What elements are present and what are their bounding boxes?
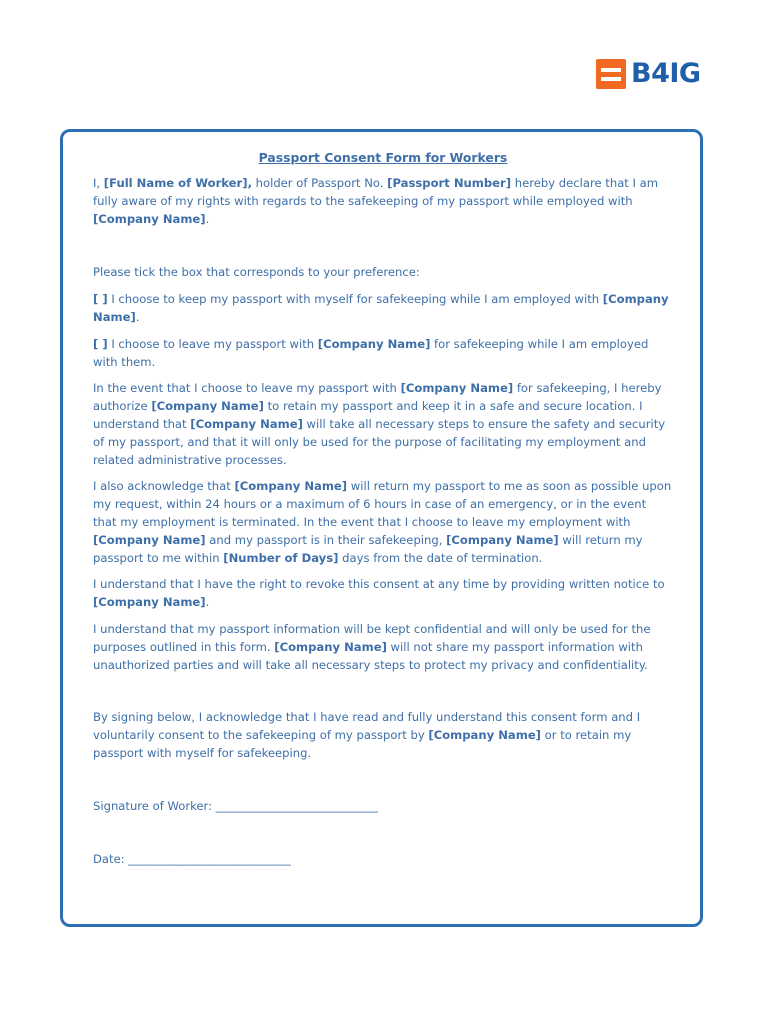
placeholder-company-name: [Company Name] [93,595,206,610]
logo-text: B4IG [631,58,701,89]
placeholder-company-name: [Company Name] [428,728,541,743]
date-field[interactable]: Date: ____________________________ [93,851,291,866]
placeholder-passport-number: [Passport Number] [387,176,512,190]
return-paragraph: I also acknowledge that [Company Name] will return my passport to me as soon as possible upon my request, within 24 hours or a maximum of 6 hours in case of an emergency, or in the event that my employment is terminated. In the event that I choose to leave my employment with [Company Name] and my passport is in their safekeeping, [Company Name] will return my passport to me within [Number of Days] days from the date of termination. [93,479,672,565]
confidentiality-paragraph: I understand that my passport information will be kept confidential and will only be used for the purposes outlined in this form. [Company Name] will not share my passport information with unauthorized parties and will take all necessary steps to protect my privacy and confidentiality. [93,621,651,672]
checkbox-leave-passport: [ ] [93,336,108,351]
tick-instruction: Please tick the box that corresponds to your preference: [93,265,420,280]
placeholder-company-name: [Company Name] [93,532,206,547]
placeholder-company-name: [Company Name] [93,211,206,226]
placeholder-company-name: [Company Name] [234,479,348,494]
form-title: Passport Consent Form for Workers [258,150,508,165]
placeholder-number-of-days: [Number of Days] [223,550,339,565]
placeholder-company-name: [Company Name] [317,336,431,351]
placeholder-company-name: [Company Name] [446,532,559,547]
option-keep-passport: [ ] I choose to keep my passport with myself for safekeeping while I am employed with [Company Name]. [93,292,669,324]
authorize-paragraph: In the event that I choose to leave my passport with [Company Name] for safekeeping, I hereby authorize [Company Name] to retain my passport and keep it in a safe and secure location. I understand that [Company Name] will take all necessary steps to ensure the safety and security of my passport, and that it will only be used for the purpose of facilitating my employment and related administrative processes. [93,381,666,467]
placeholder-full-name: [Full Name of Worker], [103,176,252,190]
placeholder-company-name: [Company Name] [190,416,303,431]
intro-paragraph: I, [Full Name of Worker], holder of Passport No. [Passport Number] hereby declare that I am fully aware of my rights with regards to the safekeeping of my passport while employed with [Company Name]. [93,176,659,226]
signing-paragraph: By signing below, I acknowledge that I have read and fully understand this consent form and I voluntarily consent to the safekeeping of my passport by [Company Name] or to retain my passport with myself for safekeeping. [93,710,641,760]
consent-form-body [93,149,673,877]
b4ig-logo-mark-icon [596,59,626,89]
option-leave-passport: [ ] I choose to leave my passport with [Company Name] for safekeeping while I am employed with them. [93,336,649,369]
placeholder-company-name: [Company Name] [274,639,387,654]
placeholder-company-name: [Company Name] [93,292,669,324]
placeholder-company-name: [Company Name] [151,399,264,414]
placeholder-company-name: [Company Name] [400,381,514,396]
b4ig-logo [596,59,701,89]
revoke-paragraph: I understand that I have the right to revoke this consent at any time by providing written notice to [Company Name]. [93,577,665,610]
checkbox-keep-passport: [ ] [93,292,108,307]
signature-field[interactable]: Signature of Worker: ____________________________ [93,798,379,813]
